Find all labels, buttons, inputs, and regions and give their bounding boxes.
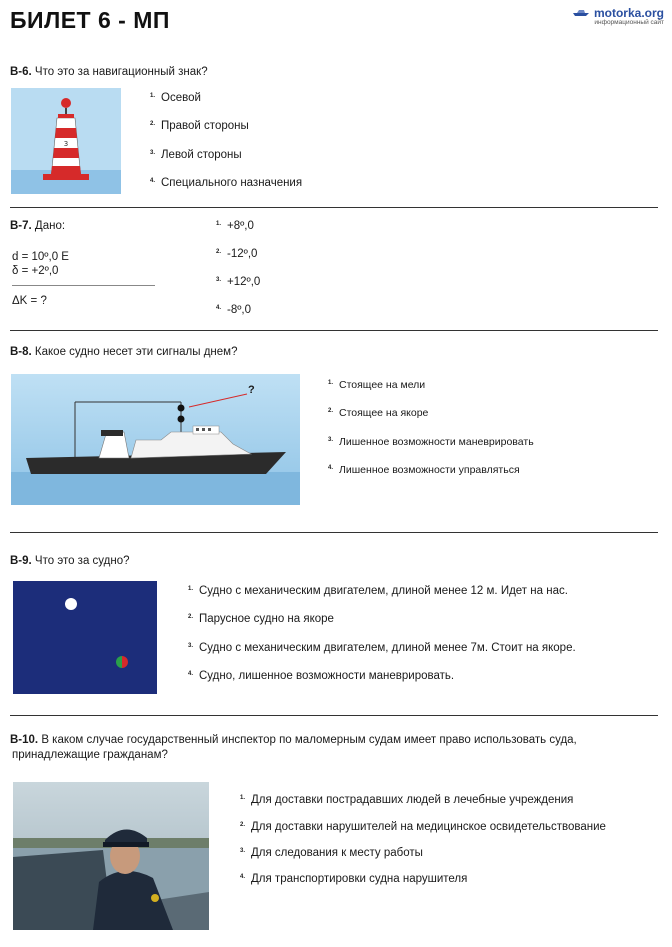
logo-subtitle: информационный сайт (594, 19, 664, 26)
svg-text:3: 3 (63, 140, 69, 148)
question-10 (10, 734, 660, 746)
q6-option-4[interactable]: 4. Специального назначения (150, 177, 303, 189)
buoy-picture (11, 88, 121, 194)
boat-logo-icon (572, 6, 590, 20)
q7-option-4[interactable]: 4. -8º,0 (216, 304, 252, 316)
given-deviation: δ = +2º,0 (12, 265, 59, 277)
find-value: ΔK = ? (12, 295, 47, 307)
question-number: В-10. (10, 734, 39, 746)
section-divider (10, 532, 658, 533)
q9-option-3[interactable]: 3. Судно с механическим двигателем, длиной менее 7м. Стоит на якоре. (188, 642, 576, 654)
given-underline (12, 285, 155, 286)
q8-option-1[interactable]: 1. Стоящее на мели (328, 379, 426, 391)
q8-option-2[interactable]: 2. Стоящее на якоре (328, 407, 429, 419)
question-7 (10, 220, 65, 232)
q9-option-2[interactable]: 2. Парусное судно на якоре (188, 613, 334, 625)
q7-option-2[interactable]: 2. -12º,0 (216, 248, 258, 260)
section-divider (10, 715, 658, 716)
question-8 (10, 346, 237, 358)
question-text: Какое судно несет эти сигналы днем? (31, 346, 238, 358)
q7-option-3[interactable]: 3. +12º,0 (216, 276, 261, 288)
q6-option-3[interactable]: 3. Левой стороны (150, 149, 242, 161)
q10-option-1[interactable]: 1. Для доставки пострадавших людей в лечебные учреждения (240, 794, 574, 806)
inspector-photo (13, 782, 209, 930)
question-mark-label: ? (248, 384, 255, 396)
q6-option-2[interactable]: 2. Правой стороны (150, 120, 249, 132)
q8-option-4[interactable]: 4. Лишенное возможности управляться (328, 464, 520, 476)
section-divider (10, 330, 658, 331)
q8-option-3[interactable]: 3. Лишенное возможности маневрировать (328, 436, 534, 448)
question-number: В-6. (10, 66, 32, 78)
question-number: В-8. (10, 346, 32, 358)
night-lights-picture (13, 581, 157, 694)
question-text: Что это за навигационный знак? (31, 66, 208, 78)
question-text: В каком случае государственный инспектор по маломерным судам имеет право использовать суда, (38, 734, 577, 746)
given-declination: d = 10º,0 E (12, 251, 69, 263)
q7-option-1[interactable]: 1. +8º,0 (216, 220, 254, 232)
q9-option-4[interactable]: 4. Судно, лишенное возможности маневрировать. (188, 670, 455, 682)
q6-option-1[interactable]: 1. Осевой (150, 92, 201, 104)
question-9 (10, 555, 130, 567)
ship-day-signals-picture (11, 374, 300, 505)
question-number: В-9. (10, 555, 32, 567)
q9-option-1[interactable]: 1. Судно с механическим двигателем, длиной менее 12 м. Идет на нас. (188, 585, 568, 597)
q10-option-2[interactable]: 2. Для доставки нарушителей на медицинское освидетельствование (240, 821, 606, 833)
q10-option-3[interactable]: 3. Для следования к месту работы (240, 847, 423, 859)
page-title: БИЛЕТ 6 - МП (10, 7, 170, 33)
question-text: Что это за судно? (31, 555, 130, 567)
question-text: Дано: (31, 220, 66, 232)
q10-option-4[interactable]: 4. Для транспортировки судна нарушителя (240, 873, 468, 885)
section-divider (10, 207, 658, 208)
question-number: В-7. (10, 220, 32, 232)
logo-text: motorka.org (593, 6, 664, 20)
question-6 (10, 66, 208, 78)
site-logo[interactable] (572, 6, 664, 26)
question-10-continued: принадлежащие гражданам? (12, 749, 168, 761)
